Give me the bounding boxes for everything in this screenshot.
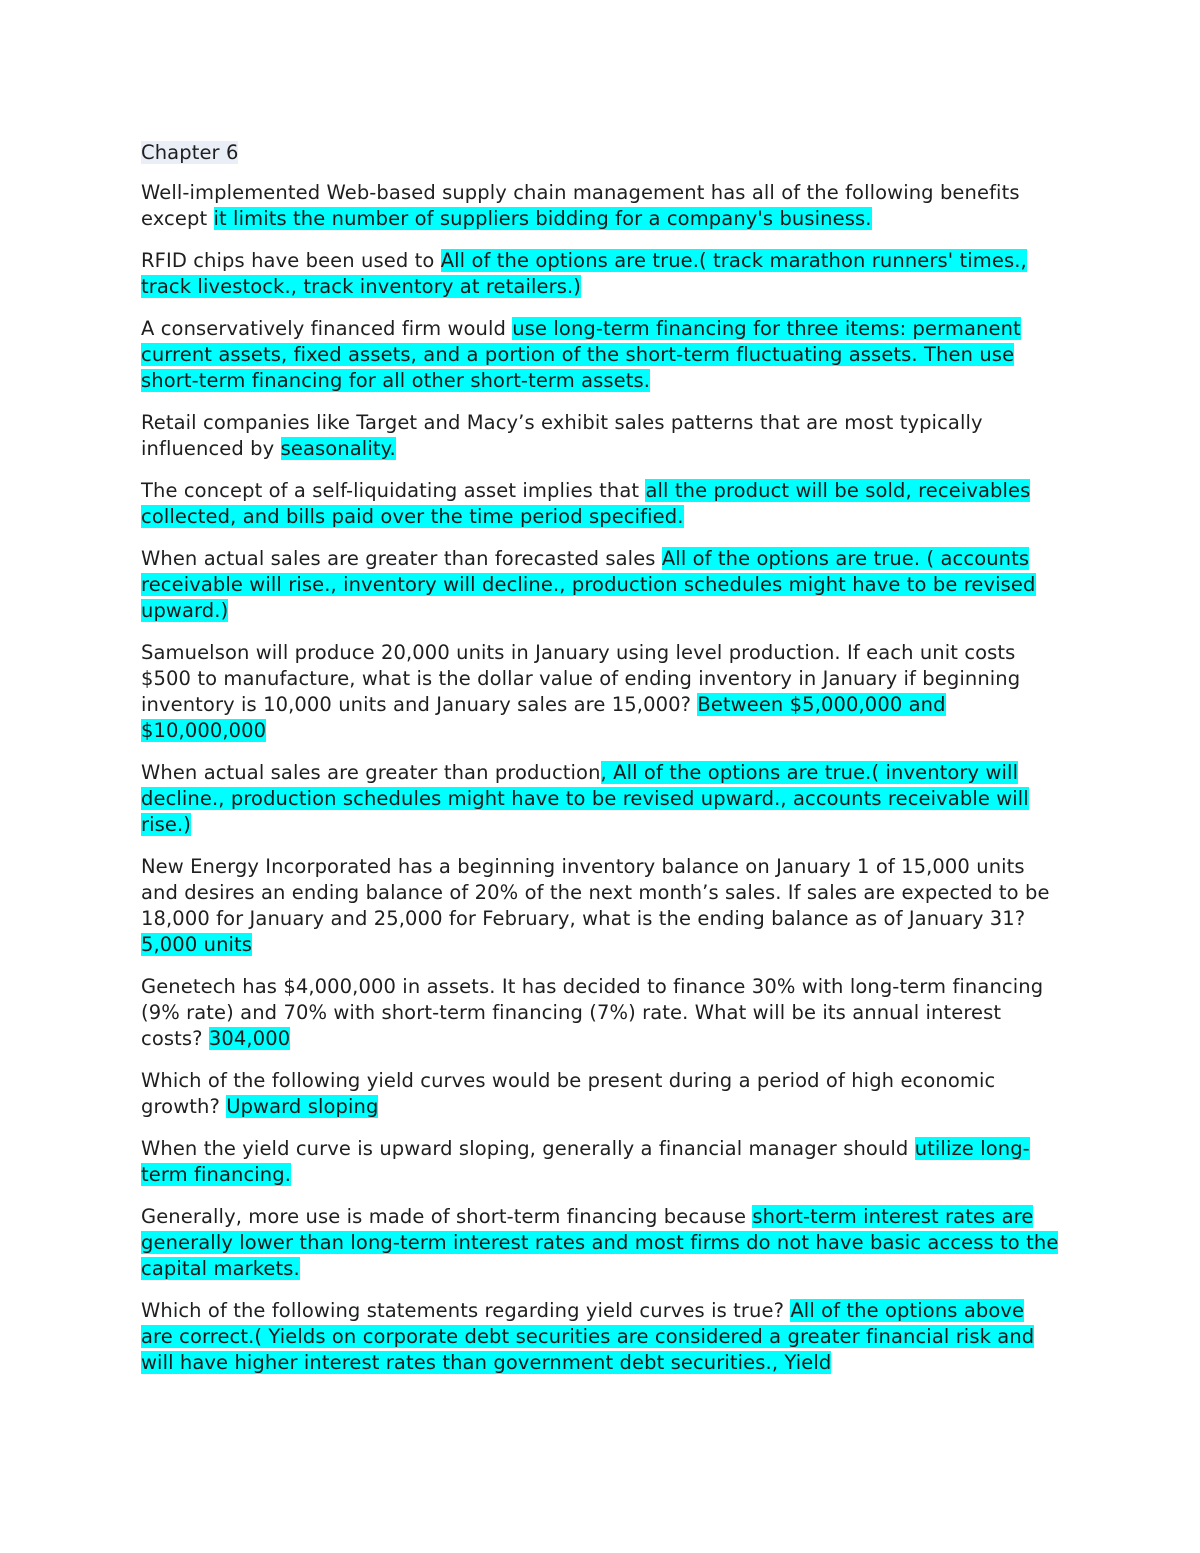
document-page [141, 140, 1061, 1392]
highlighted-answer: , All of the options are true.( inventory will decline., production schedules might have to be revised upward., accounts receivable will rise.) [141, 761, 1029, 836]
qa-item-2 [141, 248, 1061, 300]
question-text: Samuelson will produce 20,000 units in January using level production. If each unit costs $500 to manufacture, what is the dollar value of ending inventory in January if beginning inventory is 10,000 units and January sales are 15,000? [141, 641, 1021, 716]
question-text: RFID chips have been used to [141, 249, 441, 272]
qa-item-11 [141, 1068, 1061, 1120]
question-text: Generally, more use is made of short-term financing because [141, 1205, 753, 1228]
qa-item-6 [141, 546, 1061, 624]
qa-item-7 [141, 640, 1061, 744]
question-text: When actual sales are greater than forecasted sales [141, 547, 662, 570]
highlighted-answer: All of the options above are correct.( Yields on corporate debt securities are considered a greater financial risk and will have higher interest rates than government debt securities., Yield [141, 1299, 1035, 1374]
qa-item-10 [141, 974, 1061, 1052]
question-text: Which of the following statements regarding yield curves is true? [141, 1299, 791, 1322]
question-text: Well-implemented Web-based supply chain management has all of the following benefits except [141, 181, 1020, 230]
qa-item-4 [141, 410, 1061, 462]
highlighted-answer: Upward sloping [226, 1095, 379, 1118]
question-text: When actual sales are greater than production [141, 761, 601, 784]
highlighted-answer: use long-term financing for three items: permanent current assets, fixed assets, and a portion of the short-term fluctuating assets. Then use short-term financing for all other short-term assets. [141, 317, 1021, 392]
chapter-title: Chapter 6 [141, 141, 239, 164]
qa-item-9 [141, 854, 1061, 958]
highlighted-answer: 304,000 [208, 1027, 291, 1050]
highlighted-answer: 5,000 units [141, 933, 253, 956]
highlighted-answer: Between $5,000,000 and $10,000,000 [141, 693, 946, 742]
highlighted-answer: all the product will be sold, receivables collected, and bills paid over the time period specified. [141, 479, 1031, 528]
qa-item-8 [141, 760, 1061, 838]
qa-item-12 [141, 1136, 1061, 1188]
qa-item-3 [141, 316, 1061, 394]
highlighted-answer: utilize long-term financing. [141, 1137, 1030, 1186]
question-text: When the yield curve is upward sloping, generally a financial manager should [141, 1137, 915, 1160]
question-text: Genetech has $4,000,000 in assets. It has decided to finance 30% with long-term financing (9% rate) and 70% with short-term financing (7%) rate. What will be its annual interest costs? [141, 975, 1044, 1050]
qa-item-13 [141, 1204, 1061, 1282]
question-text: A conservatively financed firm would [141, 317, 513, 340]
highlighted-answer: All of the options are true. ( accounts receivable will rise., inventory will decline., production schedules might have to be revised upward.) [141, 547, 1036, 622]
qa-item-5 [141, 478, 1061, 530]
question-text: Which of the following yield curves would be present during a period of high economic growth? [141, 1069, 996, 1118]
highlighted-answer: All of the options are true.( track marathon runners' times., track livestock., track inventory at retailers.) [141, 249, 1027, 298]
highlighted-answer: seasonality. [280, 437, 396, 460]
qa-item-1 [141, 180, 1061, 232]
qa-item-14 [141, 1298, 1061, 1376]
question-text: Retail companies like Target and Macy’s exhibit sales patterns that are most typically influenced by [141, 411, 983, 460]
question-text: New Energy Incorporated has a beginning inventory balance on January 1 of 15,000 units and desires an ending balance of 20% of the next month’s sales. If sales are expected to be 18,000 for January and 25,000 for February, what is the ending balance as of January 31? [141, 855, 1050, 930]
highlighted-answer: it limits the number of suppliers bidding for a company's business. [213, 207, 872, 230]
question-text: The concept of a self-liquidating asset implies that [141, 479, 646, 502]
highlighted-answer: short-term interest rates are generally lower than long-term interest rates and most firms do not have basic access to the capital markets. [141, 1205, 1059, 1280]
